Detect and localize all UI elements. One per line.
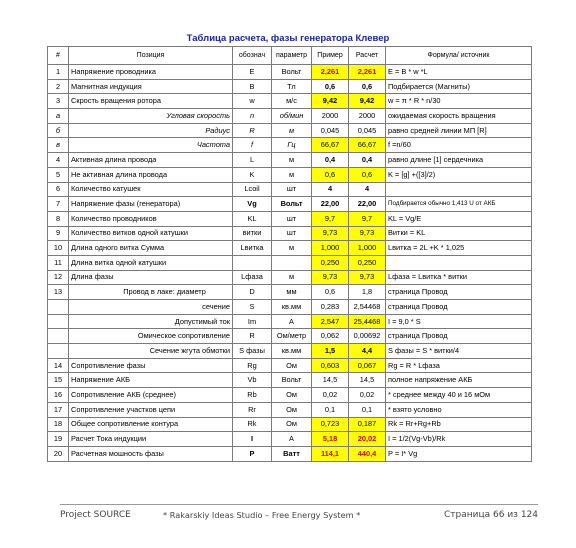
header-row [48, 47, 532, 65]
row-symbol: Rb [233, 388, 272, 403]
row-calc: 22,00 [349, 197, 386, 212]
row-unit: м [272, 153, 312, 168]
row-position: Количество катушек [69, 182, 233, 197]
row-unit: Гц [272, 138, 312, 153]
row-position: Количество витков одной катушки [69, 226, 233, 241]
row-example: 1,000 [312, 241, 349, 256]
row-number: 12 [48, 270, 69, 285]
row-symbol [233, 255, 272, 270]
row-example: 4 [312, 182, 349, 197]
row-example: 0,1 [312, 402, 349, 417]
row-formula: w = π * R * n/30 [386, 94, 532, 109]
row-formula: Подбирается (Магниты) [386, 79, 532, 94]
row-calc: 14,5 [349, 373, 386, 388]
table-row [48, 211, 532, 226]
row-unit: об/мин [272, 109, 312, 124]
row-formula: страница Провод [386, 329, 532, 344]
row-number: 19 [48, 432, 69, 447]
row-symbol: E [233, 65, 272, 80]
row-formula: полное напряжение АКБ [386, 373, 532, 388]
row-unit: Ом [272, 402, 312, 417]
row-calc: 9,42 [349, 94, 386, 109]
row-formula: Подбирается обычно 1,413 U от АКБ [386, 197, 532, 212]
row-unit: Тл [272, 79, 312, 94]
table-row [48, 300, 532, 315]
table-row [48, 344, 532, 359]
row-position: Длина фазы [69, 270, 233, 285]
row-number: 14 [48, 358, 69, 373]
row-example: 9,73 [312, 270, 349, 285]
table-row [48, 358, 532, 373]
row-example: 0,6 [312, 79, 349, 94]
row-position: Количество проводников [69, 211, 233, 226]
row-calc: 0,187 [349, 417, 386, 432]
table-row [48, 432, 532, 447]
row-symbol: Rk [233, 417, 272, 432]
row-calc: 4 [349, 182, 386, 197]
row-formula: равно средней линии МП [R] [386, 123, 532, 138]
row-position: Провод в лаке: диаметр [69, 285, 233, 300]
row-example: 0,6 [312, 285, 349, 300]
row-symbol: R [233, 123, 272, 138]
row-unit: м/с [272, 94, 312, 109]
row-unit: мм [272, 285, 312, 300]
row-calc: 4,4 [349, 344, 386, 359]
table-row [48, 123, 532, 138]
table-row [48, 388, 532, 403]
row-number: 6 [48, 182, 69, 197]
row-symbol: f [233, 138, 272, 153]
row-position: Расчетная мошность фазы [69, 446, 233, 461]
row-example: 2000 [312, 109, 349, 124]
row-unit: Вольт [272, 65, 312, 80]
row-formula: I = 1/2(Vg-Vb)/Rk [386, 432, 532, 447]
row-position: Длина витка одной катушки [69, 255, 233, 270]
row-position: Длина одного витка Сумма [69, 241, 233, 256]
row-example: 0,045 [312, 123, 349, 138]
row-calc: 0,4 [349, 153, 386, 168]
row-calc: 0,02 [349, 388, 386, 403]
row-formula: S фазы = S * витки/4 [386, 344, 532, 359]
row-example: 2,547 [312, 314, 349, 329]
row-calc: 0,045 [349, 123, 386, 138]
row-symbol: Rg [233, 358, 272, 373]
row-symbol: Vg [233, 197, 272, 212]
row-symbol: Vb [233, 373, 272, 388]
row-symbol: R [233, 329, 272, 344]
page-footer [60, 504, 538, 525]
row-position: Сопротивление АКБ (среднее) [69, 388, 233, 403]
row-example: 0,02 [312, 388, 349, 403]
row-unit: Вольт [272, 373, 312, 388]
row-calc: 0,6 [349, 79, 386, 94]
row-number: 3 [48, 94, 69, 109]
row-formula: * взято условно [386, 402, 532, 417]
footer-studio: * Rakarskiy Ideas Studio – Free Energy System * [163, 510, 361, 520]
row-example: 1,5 [312, 344, 349, 359]
row-formula: Lфаза = Lвитка * витки [386, 270, 532, 285]
row-unit: A [272, 432, 312, 447]
table-row [48, 314, 532, 329]
row-number: 9 [48, 226, 69, 241]
row-position: Частота [69, 138, 233, 153]
row-formula: Lвитка = 2L +K * 1,025 [386, 241, 532, 256]
row-formula: KL = Vg/E [386, 211, 532, 226]
row-calc: 1,000 [349, 241, 386, 256]
row-symbol: D [233, 285, 272, 300]
row-number: 17 [48, 402, 69, 417]
row-number: 20 [48, 446, 69, 461]
row-formula: K = [g] +([3]/2) [386, 167, 532, 182]
row-number: 4 [48, 153, 69, 168]
col-header-formula: Формула/ источник [386, 47, 532, 65]
table-row [48, 373, 532, 388]
row-calc: 0,00692 [349, 329, 386, 344]
row-unit: м [272, 241, 312, 256]
row-symbol: K [233, 167, 272, 182]
row-example: 9,73 [312, 226, 349, 241]
row-calc: 0,250 [349, 255, 386, 270]
table-row [48, 255, 532, 270]
row-unit: шт [272, 226, 312, 241]
calculation-table [47, 46, 532, 462]
row-number [48, 314, 69, 329]
row-formula: Rk = Rr+Rg+Rb [386, 417, 532, 432]
row-unit: м [272, 270, 312, 285]
row-calc: 0,067 [349, 358, 386, 373]
row-example: 5,18 [312, 432, 349, 447]
col-header-calc: Расчет [349, 47, 386, 65]
row-symbol: Im [233, 314, 272, 329]
row-example: 0,603 [312, 358, 349, 373]
row-unit: A [272, 314, 312, 329]
row-example: 0,723 [312, 417, 349, 432]
row-symbol: P [233, 446, 272, 461]
row-calc: 2,54468 [349, 300, 386, 315]
row-unit: кв.мм [272, 300, 312, 315]
row-calc: 440,4 [349, 446, 386, 461]
col-header-example: Пример [312, 47, 349, 65]
row-symbol: L [233, 153, 272, 168]
row-position: Напряжение проводника [69, 65, 233, 80]
row-formula: страница Провод [386, 300, 532, 315]
table-row [48, 285, 532, 300]
row-unit: Ватт [272, 446, 312, 461]
table-row [48, 270, 532, 285]
footer-project: Project SOURCE [60, 510, 131, 520]
row-symbol: витки [233, 226, 272, 241]
table-row [48, 402, 532, 417]
row-unit: шт [272, 211, 312, 226]
row-number: 8 [48, 211, 69, 226]
row-calc: 9,7 [349, 211, 386, 226]
row-number: а [48, 109, 69, 124]
row-example: 2,261 [312, 65, 349, 80]
row-calc: 66,67 [349, 138, 386, 153]
col-header-symbol: обознач [233, 47, 272, 65]
row-position: Магнитная индукция [69, 79, 233, 94]
row-number: в [48, 138, 69, 153]
row-formula [386, 182, 532, 197]
table-row [48, 167, 532, 182]
row-position: Омическое сопротивление [69, 329, 233, 344]
row-formula: E = B * w *L [386, 65, 532, 80]
row-position: Сечение жгута обмотки [69, 344, 233, 359]
row-example: 114,1 [312, 446, 349, 461]
col-header-unit: параметр [272, 47, 312, 65]
table-row [48, 241, 532, 256]
row-number [48, 329, 69, 344]
row-symbol: KL [233, 211, 272, 226]
table-row [48, 182, 532, 197]
row-calc: 9,73 [349, 226, 386, 241]
row-unit: Ом/метр [272, 329, 312, 344]
row-example: 0,062 [312, 329, 349, 344]
row-number [48, 344, 69, 359]
row-position: Допустимый ток [69, 314, 233, 329]
row-calc: 1,8 [349, 285, 386, 300]
row-example: 9,42 [312, 94, 349, 109]
row-example: 0,250 [312, 255, 349, 270]
row-position: Общее сопротивление контура [69, 417, 233, 432]
row-symbol: w [233, 94, 272, 109]
table-row [48, 138, 532, 153]
row-formula: страница Провод [386, 285, 532, 300]
row-number: 7 [48, 197, 69, 212]
row-example: 9,7 [312, 211, 349, 226]
row-symbol: n [233, 109, 272, 124]
row-symbol: Rr [233, 402, 272, 417]
row-calc: 0,6 [349, 167, 386, 182]
table-row [48, 65, 532, 80]
table-row [48, 329, 532, 344]
row-calc: 9,73 [349, 270, 386, 285]
row-calc: 2000 [349, 109, 386, 124]
row-calc: 20,02 [349, 432, 386, 447]
row-position: Напряжение АКБ [69, 373, 233, 388]
row-symbol: S фазы [233, 344, 272, 359]
row-number: 1 [48, 65, 69, 80]
row-unit: кв.мм [272, 344, 312, 359]
row-unit: Вольт [272, 197, 312, 212]
row-unit: м [272, 123, 312, 138]
row-position: Активная длина провода [69, 153, 233, 168]
row-formula: Rg = R * Lфаза [386, 358, 532, 373]
row-position: Угловая скорость [69, 109, 233, 124]
row-number [48, 300, 69, 315]
row-symbol: Lвитка [233, 241, 272, 256]
row-position: Скрость вращения ротора [69, 94, 233, 109]
row-number: 13 [48, 285, 69, 300]
row-number: 10 [48, 241, 69, 256]
row-formula: P = I* Vg [386, 446, 532, 461]
table-row [48, 197, 532, 212]
row-calc: 2,261 [349, 65, 386, 80]
table-row [48, 417, 532, 432]
table-row [48, 109, 532, 124]
row-position: Не активная длина провода [69, 167, 233, 182]
row-formula: f =n/60 [386, 138, 532, 153]
row-position: Сопротивление участков цепи [69, 402, 233, 417]
table-row [48, 226, 532, 241]
row-calc: 0,1 [349, 402, 386, 417]
row-example: 0,4 [312, 153, 349, 168]
row-unit: шт [272, 182, 312, 197]
row-example: 0,6 [312, 167, 349, 182]
table-row [48, 446, 532, 461]
col-header-number: # [48, 47, 69, 65]
row-unit: Ом [272, 417, 312, 432]
row-position: Напряжение фазы (генератора) [69, 197, 233, 212]
row-formula: ожидаемая скорость вращения [386, 109, 532, 124]
row-position: Радиус [69, 123, 233, 138]
footer-page-number: Страница 66 из 124 [444, 510, 538, 520]
row-position: Расчет Тока индукции [69, 432, 233, 447]
table-row [48, 79, 532, 94]
table-row [48, 153, 532, 168]
row-position: Сопротивление фазы [69, 358, 233, 373]
row-number: б [48, 123, 69, 138]
row-symbol: Lфаза [233, 270, 272, 285]
row-unit: м [272, 167, 312, 182]
row-number: 16 [48, 388, 69, 403]
row-example: 0,283 [312, 300, 349, 315]
table-row [48, 94, 532, 109]
table-title: Таблица расчета, фазы генератора Клевер [186, 33, 390, 44]
row-example: 22,00 [312, 197, 349, 212]
row-number: 18 [48, 417, 69, 432]
row-position: сечение [69, 300, 233, 315]
row-symbol: I [233, 432, 272, 447]
row-unit: Ом [272, 358, 312, 373]
row-symbol: S [233, 300, 272, 315]
row-unit: Ом [272, 388, 312, 403]
row-formula: Витки = KL [386, 226, 532, 241]
row-formula: I = 9,0 * S [386, 314, 532, 329]
col-header-position: Позиция [69, 47, 233, 65]
row-unit [272, 255, 312, 270]
row-number: 5 [48, 167, 69, 182]
row-calc: 25,4468 [349, 314, 386, 329]
row-number: 2 [48, 79, 69, 94]
row-formula: равно длине [1] сердечника [386, 153, 532, 168]
row-formula [386, 255, 532, 270]
row-symbol: Lcoil [233, 182, 272, 197]
row-formula: * среднее между 40 и 16 мОм [386, 388, 532, 403]
row-example: 66,67 [312, 138, 349, 153]
row-example: 14,5 [312, 373, 349, 388]
row-number: 11 [48, 255, 69, 270]
row-number: 15 [48, 373, 69, 388]
row-symbol: B [233, 79, 272, 94]
